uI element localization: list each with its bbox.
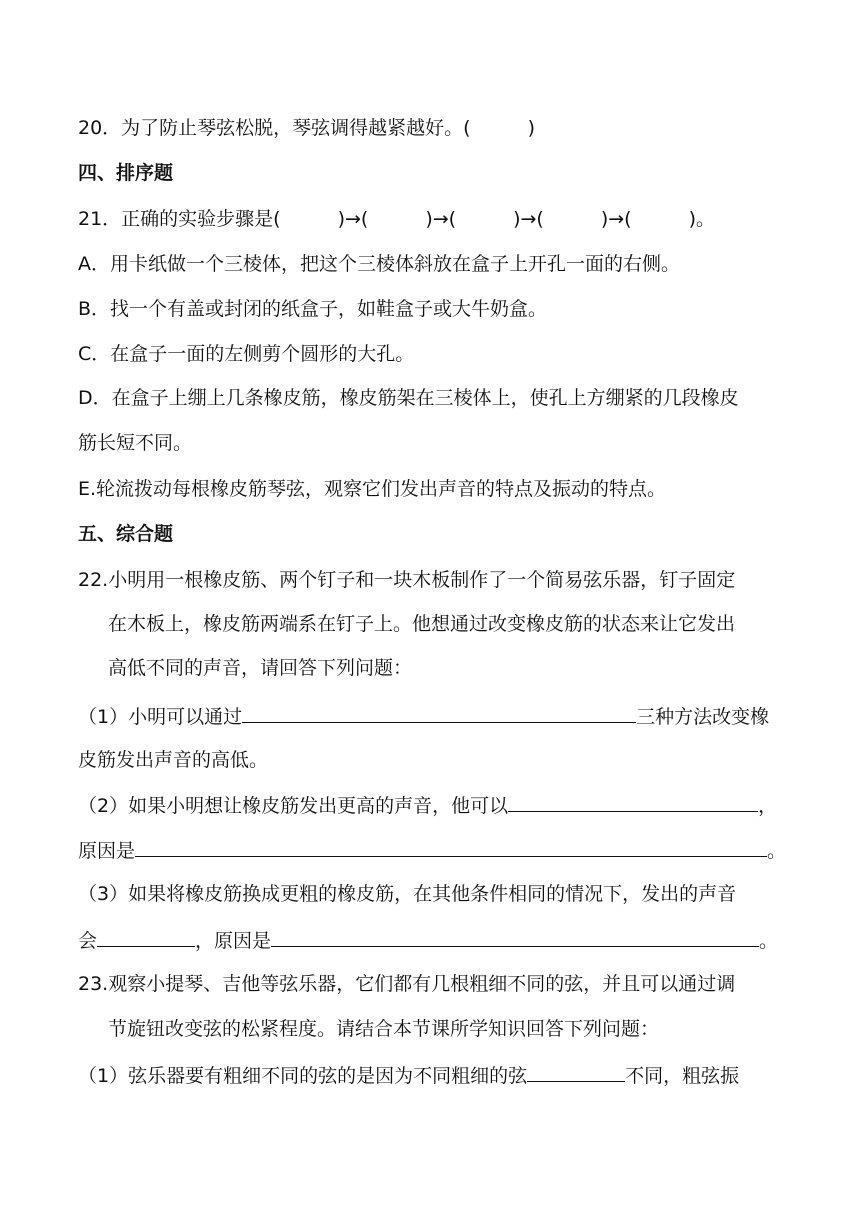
q23-part-1-prefix: （1）弦乐器要有粗细不同的弦的是因为不同粗细的弦 xyxy=(78,1065,528,1087)
question-22-part-3-cont xyxy=(78,926,778,954)
part-3-period: 。 xyxy=(759,930,779,952)
question-23-line-1: 23.观察小提琴、吉他等弦乐器，它们都有几根粗细不同的弦，并且可以通过调 xyxy=(78,973,736,995)
part-1-suffix: 三种方法改变橡 xyxy=(636,706,770,728)
option-e: E.轮流拨动每根橡皮筋琴弦，观察它们发出声音的特点及振动的特点。 xyxy=(78,478,667,500)
part-2-prefix: （2）如果小明想让橡皮筋发出更高的声音，他可以 xyxy=(78,795,509,817)
question-22-line-2: 在木板上，橡皮筋两端系在钉子上。他想通过改变橡皮筋的状态来让它发出 xyxy=(108,613,736,635)
question-23-line-2: 节旋钮改变弦的松紧程度。请结合本节课所学知识回答下列问题： xyxy=(108,1018,660,1040)
question-22-part-3: （3）如果将橡皮筋换成更粗的橡皮筋，在其他条件相同的情况下，发出的声音 xyxy=(78,883,737,905)
part-1-prefix: （1）小明可以通过 xyxy=(78,706,243,728)
question-23-part-1 xyxy=(78,1061,739,1089)
question-22-part-1-cont: 皮筋发出声音的高低。 xyxy=(78,749,269,771)
option-b: B．找一个有盖或封闭的纸盒子，如鞋盒子或大牛奶盒。 xyxy=(78,298,548,320)
option-a: A．用卡纸做一个三棱体，把这个三棱体斜放在盒子上开孔一面的右侧。 xyxy=(78,253,680,275)
answer-blank-reason-3[interactable] xyxy=(271,926,759,947)
option-d-line-2: 筋长短不同。 xyxy=(78,432,193,454)
option-c: C．在盒子一面的左侧剪个圆形的大孔。 xyxy=(78,343,415,365)
part-2-period: 。 xyxy=(767,840,787,862)
section-heading-comprehensive: 五、综合题 xyxy=(78,523,174,545)
question-22-part-2-reason xyxy=(78,836,786,864)
question-21: 21．正确的实验步骤是( )→( )→( )→( )→( )。 xyxy=(78,208,715,230)
q23-part-1-suffix: 不同，粗弦振 xyxy=(625,1065,740,1087)
question-22-line-1: 22.小明用一根橡皮筋、两个钉子和一块木板制作了一个简易弦乐器，钉子固定 xyxy=(78,569,736,591)
answer-blank-reason-2[interactable] xyxy=(135,836,767,857)
answer-blank-methods[interactable] xyxy=(242,702,636,723)
question-22-part-2 xyxy=(78,791,777,819)
question-22-line-3: 高低不同的声音，请回答下列问题： xyxy=(108,657,413,679)
section-heading-sorting: 四、排序题 xyxy=(78,162,174,184)
answer-blank-higher-sound[interactable] xyxy=(508,791,758,812)
answer-blank-string-difference[interactable] xyxy=(527,1061,625,1082)
answer-blank-sound-result[interactable] xyxy=(97,926,195,947)
question-20: 20．为了防止琴弦松脱，琴弦调得越紧越好。( ) xyxy=(78,117,536,139)
reason-label: 原因是 xyxy=(78,840,136,862)
part-2-comma: ， xyxy=(758,795,778,817)
option-d-line-1: D．在盒子上绷上几条橡皮筋，橡皮筋架在三棱体上，使孔上方绷紧的几段橡皮 xyxy=(78,387,739,409)
question-22-part-1 xyxy=(78,702,769,730)
part-3-will: 会 xyxy=(78,930,98,952)
reason-label-3: ，原因是 xyxy=(195,930,272,952)
